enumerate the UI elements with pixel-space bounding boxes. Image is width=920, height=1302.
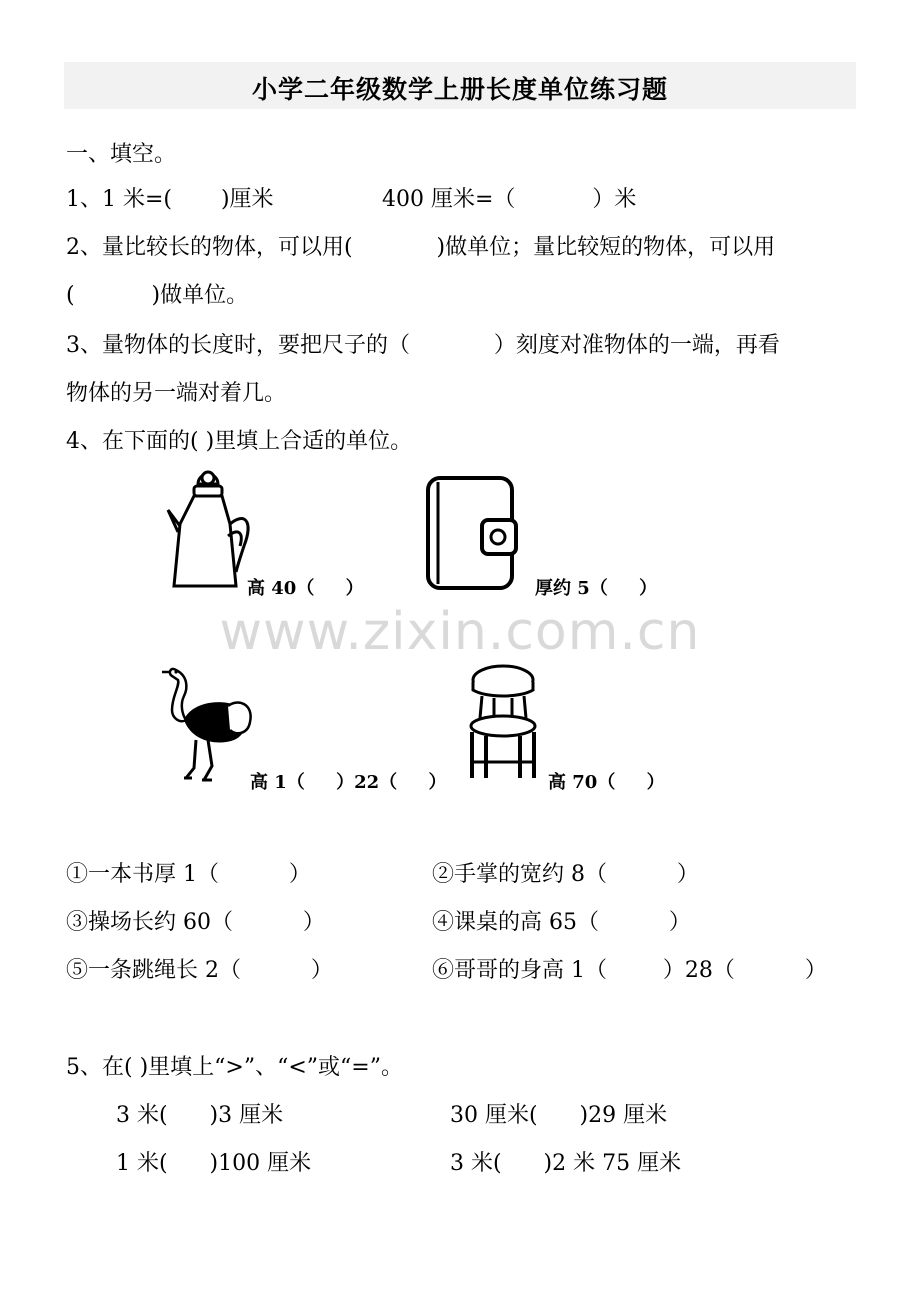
question-2-line2: ( )做单位。 (66, 283, 249, 308)
item-1: ①一本书厚 1（ ） (66, 862, 311, 887)
compare-3: 1 米( )100 厘米 (116, 1151, 312, 1176)
item-3: ③操场长约 60（ ） (66, 910, 325, 935)
compare-1: 3 米( )3 厘米 (116, 1103, 284, 1128)
wallet-label: 厚约 5（ ） (535, 578, 658, 599)
question-1b: 400 厘米=（ ）米 (382, 187, 637, 212)
stool-icon (466, 662, 540, 784)
title-bar (64, 62, 856, 109)
wallet-icon (424, 474, 520, 592)
compare-2: 30 厘米( )29 厘米 (450, 1103, 668, 1128)
question-2-line1: 2、量比较长的物体，可以用( )做单位；量比较短的物体，可以用 (66, 235, 776, 260)
ostrich-icon (162, 660, 254, 784)
watermark: www.zixin.com.cn (219, 602, 701, 662)
compare-4: 3 米( )2 米 75 厘米 (450, 1151, 682, 1176)
teapot-icon (160, 468, 260, 594)
item-6: ⑥哥哥的身高 1（ ）28（ ） (432, 958, 827, 983)
item-2: ②手掌的宽约 8（ ） (432, 862, 699, 887)
stool-label: 高 70（ ） (548, 772, 665, 793)
page-title: 小学二年级数学上册长度单位练习题 (251, 75, 668, 104)
item-5: ⑤一条跳绳长 2（ ） (66, 958, 333, 983)
teapot-label: 高 40（ ） (247, 578, 364, 599)
question-1a: 1、1 米=( )厘米 (66, 187, 274, 212)
section-fill-blank: 一、填空。 (66, 142, 177, 167)
ostrich-label: 高 1（ ）22（ ） (250, 772, 447, 793)
question-5: 5、在( )里填上“>”、“<”或“=”。 (66, 1055, 403, 1080)
question-4: 4、在下面的( )里填上合适的单位。 (66, 429, 413, 454)
item-4: ④课桌的高 65（ ） (432, 910, 691, 935)
question-3-line1: 3、量物体的长度时，要把尺子的（ ）刻度对准物体的一端，再看 (66, 333, 780, 358)
question-3-line2: 物体的另一端对着几。 (66, 381, 287, 406)
